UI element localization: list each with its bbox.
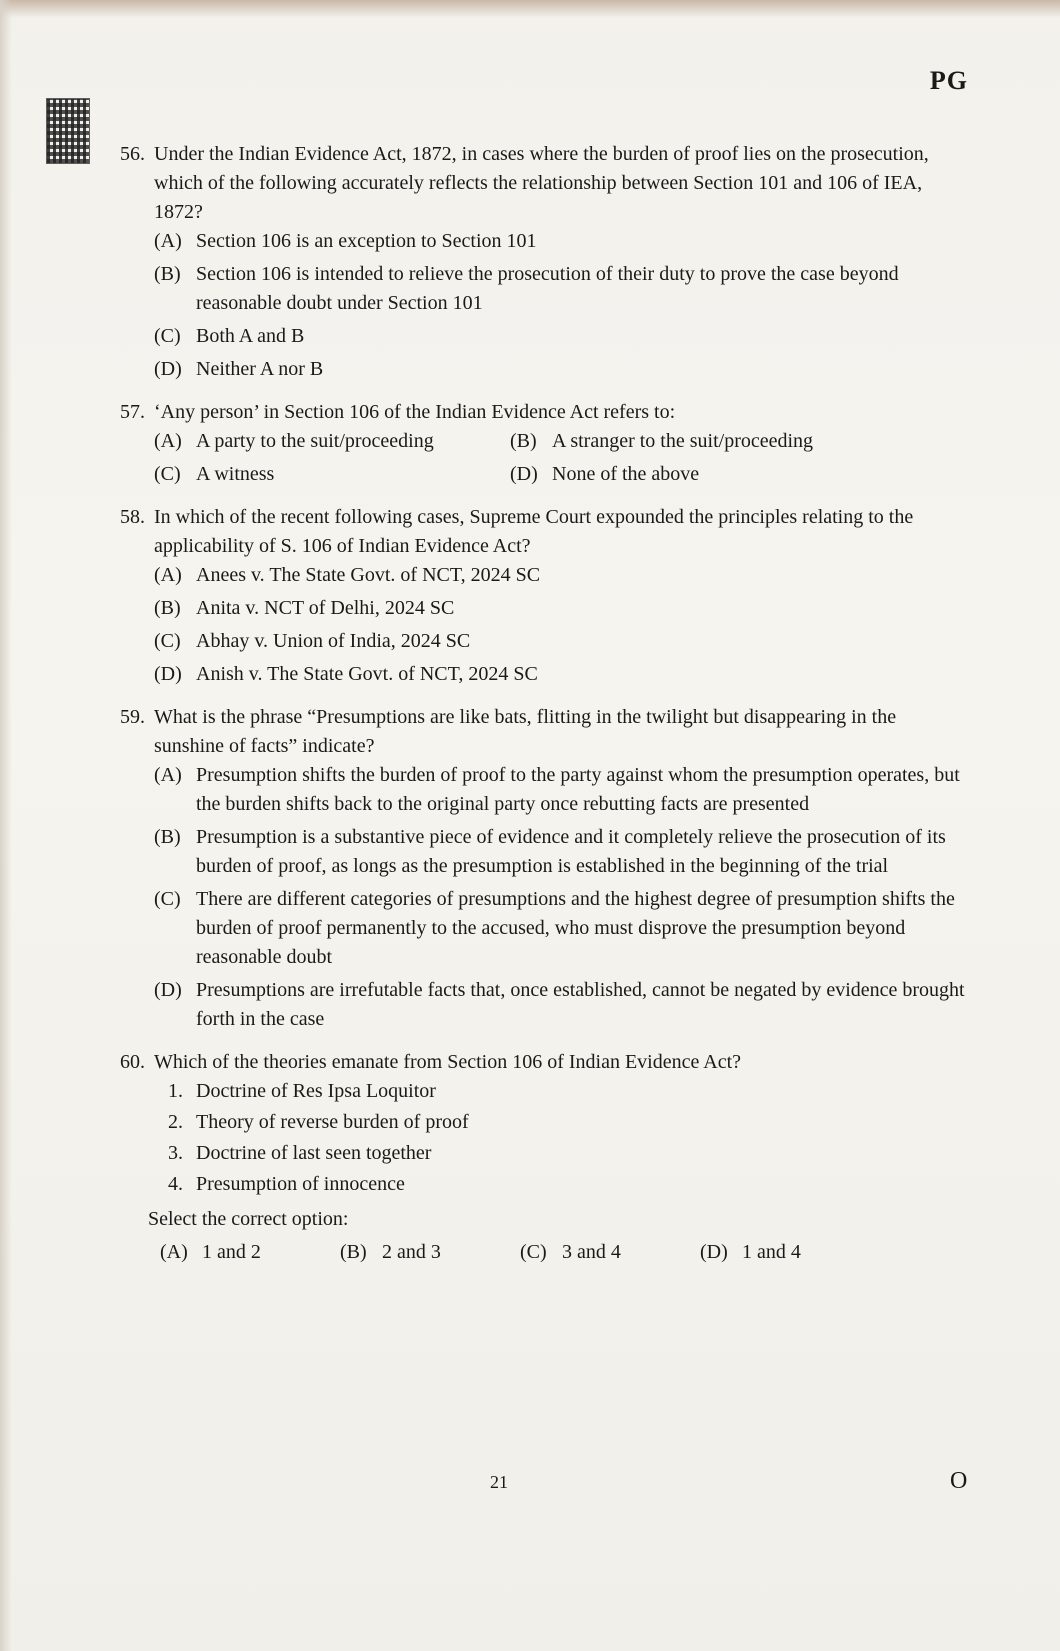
option-a (160, 1238, 340, 1267)
option-text: Presumption is a substantive piece of evidence and it completely relieve the prosecution of its burden of proof, as longs as the presumption is established in the beginning of the trial (196, 826, 946, 877)
list-text: Doctrine of last seen together (196, 1142, 432, 1164)
option-c (520, 1238, 700, 1267)
question-text: Under the Indian Evidence Act, 1872, in cases where the burden of proof lies on the prosecution, which of the following accurately reflects the relationship between Section 101 and 106 of IEA, 1872? (154, 143, 929, 223)
question-text: Which of the theories emanate from Section 106 of Indian Evidence Act? (154, 1051, 742, 1073)
option-text: 3 and 4 (562, 1241, 621, 1263)
page-number: 21 (490, 1472, 508, 1492)
question-text: ‘Any person’ in Section 106 of the Indian Evidence Act refers to: (154, 401, 676, 423)
option-d (154, 355, 970, 384)
option-text: Presumption shifts the burden of proof to the party against whom the presumption operates, but the burden shifts back to the original party once rebutting facts are presented (196, 764, 960, 815)
option-c (154, 460, 510, 489)
option-label: (B) (154, 597, 181, 619)
question-number: 57. (120, 401, 145, 423)
question-59 (120, 703, 970, 1034)
option-label: (D) (154, 663, 182, 685)
option-a (154, 427, 510, 456)
option-b (510, 427, 866, 456)
option-text: There are different categories of presumptions and the highest degree of presumption shifts the burden of proof permanently to the accused, who must disprove the presumption beyond reasonable doubt (196, 888, 955, 968)
list-text: Theory of reverse burden of proof (196, 1111, 469, 1133)
question-57 (120, 398, 970, 489)
option-text: A stranger to the suit/proceeding (552, 430, 814, 452)
option-b (154, 823, 970, 881)
question-56 (120, 140, 970, 384)
option-c (154, 627, 970, 656)
option-d (510, 460, 866, 489)
option-text: A witness (196, 463, 275, 485)
paper-code: PG (929, 66, 968, 95)
barcode-icon (46, 98, 90, 164)
option-text: None of the above (552, 463, 700, 485)
option-label: (D) (154, 979, 182, 1001)
option-text: Neither A nor B (196, 358, 324, 380)
option-text: 1 and 4 (742, 1241, 801, 1263)
option-label: (D) (700, 1241, 728, 1263)
list-number: 3. (168, 1142, 183, 1164)
list-number: 4. (168, 1173, 183, 1195)
option-text: 1 and 2 (202, 1241, 261, 1263)
question-60 (120, 1048, 970, 1267)
option-label: (B) (154, 263, 181, 285)
option-d (700, 1238, 880, 1267)
option-label: (C) (154, 888, 181, 910)
option-a (154, 561, 970, 590)
option-b (154, 594, 970, 623)
option-text: Section 106 is intended to relieve the prosecution of their duty to prove the case beyond reasonable doubt under Section 101 (196, 263, 899, 314)
list-item (168, 1139, 970, 1168)
page-edge-shadow (0, 0, 1060, 18)
option-label: (D) (154, 358, 182, 380)
question-text: What is the phrase “Presumptions are like bats, flitting in the twilight but disappearing in the sunshine of facts” indicate? (154, 706, 897, 757)
option-label: (C) (154, 325, 181, 347)
option-label: (A) (160, 1241, 188, 1263)
option-text: Abhay v. Union of India, 2024 SC (196, 630, 471, 652)
option-text: Anees v. The State Govt. of NCT, 2024 SC (196, 564, 541, 586)
option-text: Anish v. The State Govt. of NCT, 2024 SC (196, 663, 538, 685)
option-text: Anita v. NCT of Delhi, 2024 SC (196, 597, 455, 619)
option-label: (B) (154, 826, 181, 848)
option-a (154, 761, 970, 819)
option-text: A party to the suit/proceeding (196, 430, 434, 452)
option-c (154, 322, 970, 351)
option-label: (C) (154, 463, 181, 485)
questions-container (120, 140, 970, 1281)
option-label: (A) (154, 564, 182, 586)
option-label: (A) (154, 764, 182, 786)
list-number: 1. (168, 1080, 183, 1102)
option-a (154, 227, 970, 256)
list-item (168, 1108, 970, 1137)
option-label: (B) (510, 430, 537, 452)
option-label: (A) (154, 430, 182, 452)
option-text: Presumptions are irrefutable facts that, once established, cannot be negated by evidence brought forth in the case (196, 979, 965, 1030)
list-item (168, 1170, 970, 1199)
option-text: Section 106 is an exception to Section 101 (196, 230, 537, 252)
option-label: (B) (340, 1241, 367, 1263)
question-58 (120, 503, 970, 689)
option-text: 2 and 3 (382, 1241, 441, 1263)
question-number: 59. (120, 706, 145, 728)
option-label: (D) (510, 463, 538, 485)
list-item (168, 1077, 970, 1106)
instruction-text: Select the correct option: (148, 1208, 349, 1230)
option-text: Both A and B (196, 325, 305, 347)
option-d (154, 660, 970, 689)
question-number: 58. (120, 506, 145, 528)
option-d (154, 976, 970, 1034)
question-number: 60. (120, 1051, 145, 1073)
option-c (154, 885, 970, 972)
option-label: (C) (520, 1241, 547, 1263)
option-label: (C) (154, 630, 181, 652)
list-text: Presumption of innocence (196, 1173, 405, 1195)
page-side-shadow (0, 0, 12, 1651)
list-text: Doctrine of Res Ipsa Loquitor (196, 1080, 436, 1102)
list-number: 2. (168, 1111, 183, 1133)
option-label: (A) (154, 230, 182, 252)
option-b (340, 1238, 520, 1267)
booklet-code: O (950, 1468, 968, 1494)
question-number: 56. (120, 143, 145, 165)
question-text: In which of the recent following cases, Supreme Court expounded the principles relating to the applicability of S. 106 of Indian Evidence Act? (154, 506, 914, 557)
option-b (154, 260, 970, 318)
